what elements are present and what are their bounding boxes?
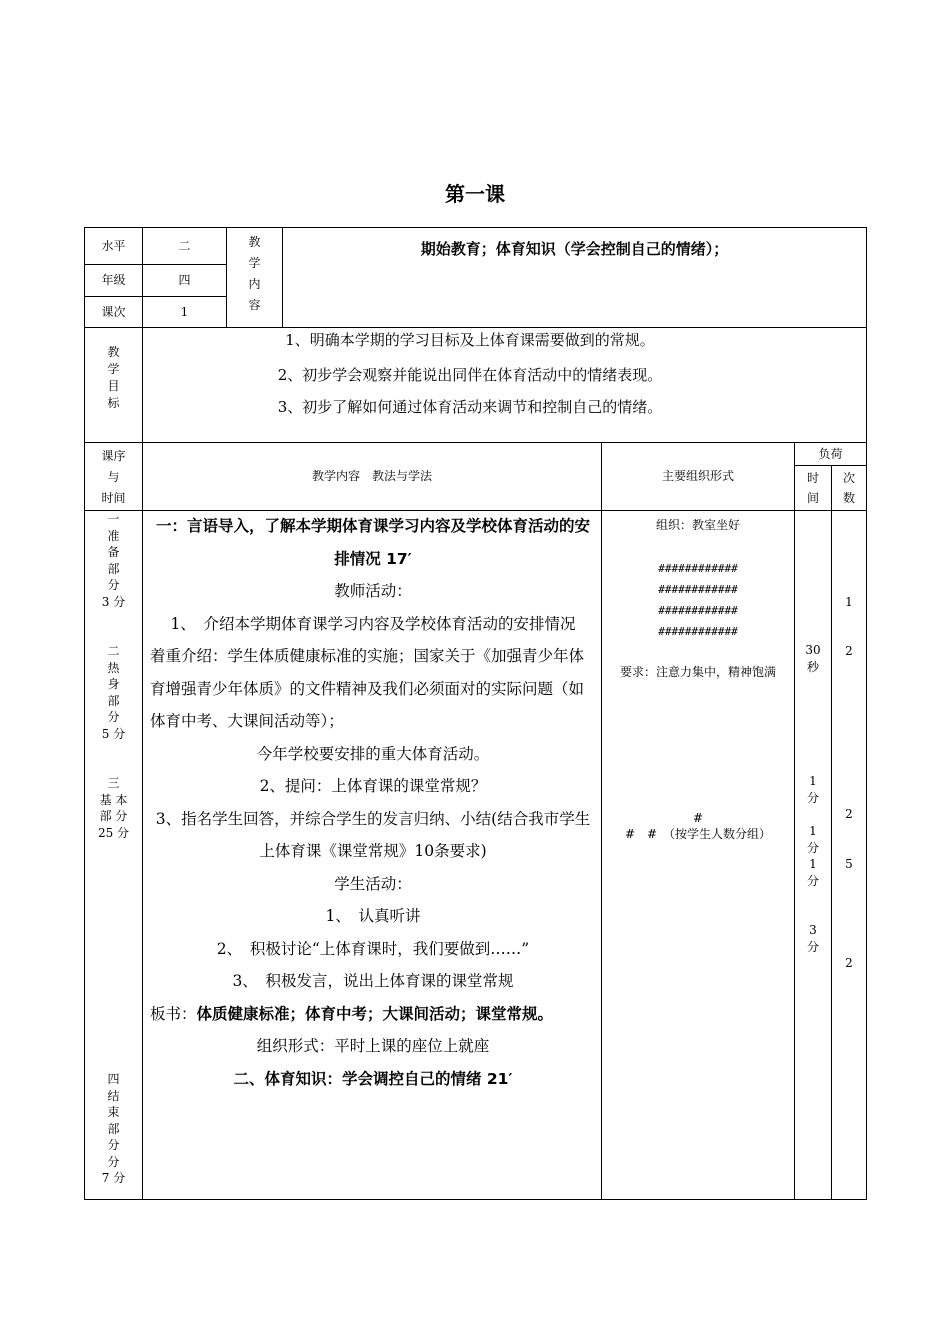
- student-activity-label: 学生活动：: [334, 874, 412, 893]
- organization-header: 主要组织形式: [661, 469, 734, 484]
- count-value-5: 2: [845, 956, 853, 970]
- grade-value: 四: [178, 273, 191, 288]
- group-formation: # # （按学生人数分组）: [624, 827, 772, 841]
- objective-3: 3、初步了解如何通过体育活动来调节和控制自己的情绪。: [277, 398, 663, 416]
- org-classroom: 组织：教室坐好: [655, 518, 740, 532]
- time-value-4: 1 分: [806, 857, 819, 888]
- section-ending: 四 结 束 部 分 分 7 分: [101, 1072, 126, 1185]
- formation-single: #: [692, 811, 704, 825]
- content-label: 教 学 内 容: [248, 235, 261, 312]
- board-writing: 板书：体质健康标准；体育中考；大课间活动；课堂常规。: [150, 1004, 554, 1023]
- count-value-2: 2: [845, 644, 853, 658]
- time-value-1: 30 秒: [805, 643, 821, 674]
- student-step-1: 1、 认真听讲: [325, 907, 421, 925]
- count-value-3: 2: [845, 807, 853, 821]
- page-title: 第一课: [445, 182, 505, 206]
- objective-1: 1、明确本学期的学习目标及上体育课需要做到的常规。: [285, 331, 655, 349]
- time-value-2: 1 分: [806, 774, 819, 805]
- section-basic: 三 基 本 部 分 25 分: [97, 776, 130, 840]
- lesson-content: [150, 510, 596, 1095]
- lesson-label: 课次: [101, 304, 126, 319]
- teacher-step-3: 3、指名学生回答，并综合学生的发言归纳、小结(结合我市学生上体育课《课堂常规》10条要求): [155, 809, 591, 860]
- grade-label: 年级: [101, 273, 126, 288]
- count-value-1: 1: [845, 595, 853, 609]
- student-step-3: 3、 积极发言，说出上体育课的课堂常规: [232, 972, 514, 990]
- level-value: 二: [178, 238, 191, 253]
- content-heading-1: 一：言语导入，了解本学期体育课学习内容及学校体育活动的安排情况 17′: [155, 517, 590, 568]
- organization-form: 组织形式：平时上课的座位上就座: [256, 1037, 490, 1055]
- order-header: 课序 与 时间: [101, 449, 126, 505]
- lesson-content-text: 期始教育；体育知识（学会控制自己的情绪）；: [420, 240, 729, 258]
- objective-2: 2、初步学会观察并能说出同伴在体育活动中的情绪表现。: [277, 366, 663, 384]
- objectives-label: 教 学 目 标: [107, 345, 120, 410]
- teacher-step-1: 1、 介绍本学期体育课学习内容及学校体育活动的安排情况: [170, 614, 576, 633]
- load-header: 负荷: [818, 446, 843, 461]
- count-value-4: 5: [845, 857, 853, 871]
- lesson-value: 1: [180, 304, 189, 319]
- section-preparation: 一 准 备 部 分 3 分: [101, 512, 126, 609]
- teacher-step-1-events: 今年学校要安排的重大体育活动。: [256, 744, 490, 763]
- teacher-step-2: 2、提问：上体育课的课堂常规？: [259, 777, 487, 795]
- teacher-step-1-detail: 着重介绍：学生体质健康标准的实施；国家关于《加强青少年体育增强青少年体质》的文件精神及我们必须面对的实际问题（如体育中考、大课间活动等）；: [150, 647, 585, 730]
- time-value-5: 3 分: [806, 923, 819, 954]
- student-step-2: 2、 积极讨论“上体育课时，我们要做到……”: [216, 939, 530, 958]
- content-heading-2: 二、体育知识：学会调控自己的情绪 21′: [233, 1069, 513, 1088]
- content-header: 教学内容 教法与学法: [311, 469, 432, 484]
- org-requirement: 要求：注意力集中，精神饱满: [619, 665, 776, 679]
- count-header: 次 数: [842, 471, 855, 505]
- time-value-3: 1 分: [806, 824, 819, 855]
- time-header: 时 间: [806, 471, 819, 505]
- formation-grid: ############ ############ ############ ############: [658, 562, 738, 638]
- level-label: 水平: [101, 238, 126, 253]
- section-warmup: 二 热 身 部 分 5 分: [101, 644, 126, 741]
- teacher-activity-label: 教师活动：: [334, 582, 412, 600]
